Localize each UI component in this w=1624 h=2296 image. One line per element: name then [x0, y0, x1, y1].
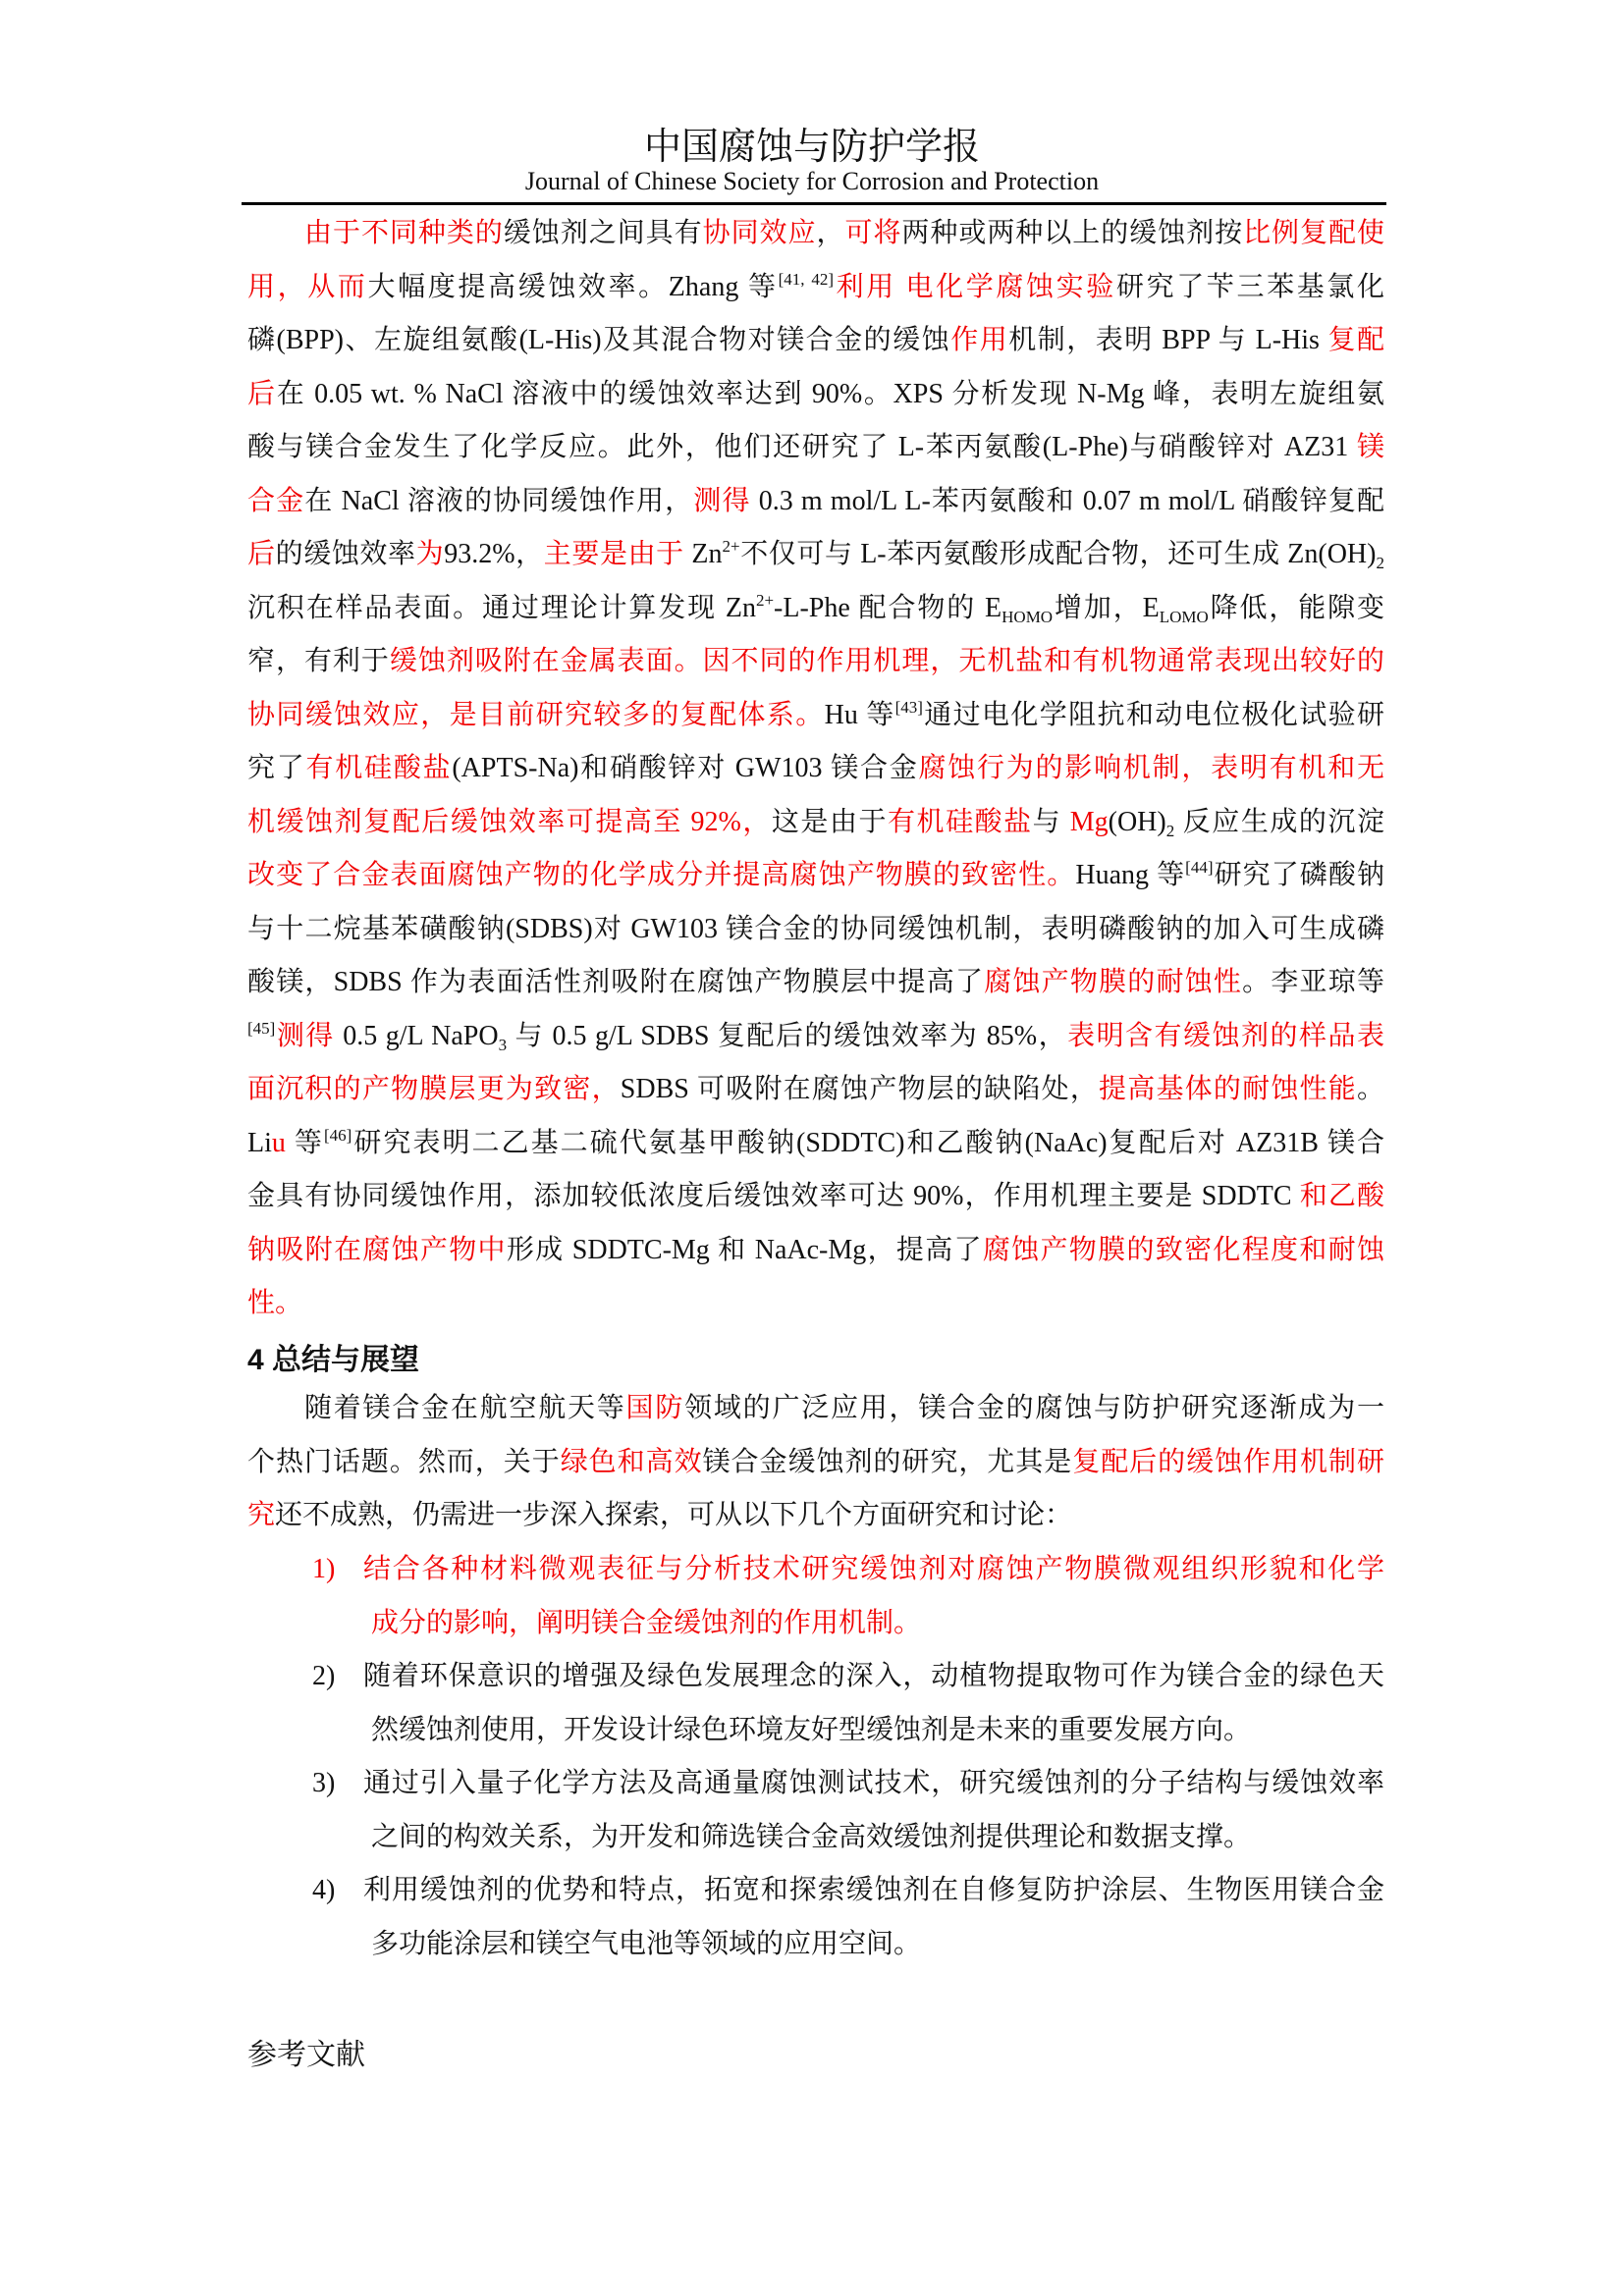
- text-line: [247, 421, 1384, 475]
- references-heading: 参考文献: [247, 2039, 365, 2071]
- superscript: 2+: [755, 590, 775, 610]
- list-text-line: 随着环保意识的增强及绿色发展理念的深入，动植物提取物可作为镁合金的绿色天: [363, 1661, 1384, 1691]
- list-number: 4): [312, 1875, 336, 1905]
- superscript: 2+: [722, 537, 740, 556]
- text-segment: 镁合金缓蚀剂的研究，尤其是: [702, 1446, 1073, 1477]
- highlighted-text: 腐蚀产物膜的致密化程度和耐蚀: [982, 1234, 1384, 1265]
- text-segment: 不仅可与 L-苯丙氨酸形成配合物，还可生成 Zn(OH): [739, 539, 1377, 569]
- superscript: [43]: [894, 697, 923, 717]
- text-segment: 形成 SDDTC-Mg 和 NaAc-Mg，提高了: [506, 1234, 983, 1265]
- highlighted-text: 缓蚀剂吸附在金属表面。因不同的作用机理，无机盐和有机物通常表现出较好的: [389, 646, 1384, 676]
- highlighted-text: 改变了合金表面腐蚀产物的化学成分并提高腐蚀产物膜的致密性。: [247, 860, 1076, 890]
- highlighted-text: 国防: [625, 1393, 685, 1423]
- list-text-line: 通过引入量子化学方法及高通量腐蚀测试技术，研究缓蚀剂的分子结构与缓蚀效率: [363, 1768, 1384, 1798]
- highlighted-text: 为: [415, 539, 445, 569]
- text-line: [247, 1170, 1384, 1224]
- text-line: [247, 368, 1384, 422]
- text-line: [247, 582, 1384, 636]
- highlighted-text: 协同缓蚀效应，是目前研究较多的复配体系。: [247, 699, 825, 730]
- highlighted-text: 测得: [275, 1020, 335, 1051]
- highlighted-text: 协同效应: [702, 218, 817, 248]
- highlighted-text: 面沉积的产物膜层更为致密，: [247, 1074, 621, 1104]
- subscript: 2: [1165, 821, 1175, 840]
- text-line: [247, 261, 1384, 315]
- highlighted-text: 性。: [247, 1288, 303, 1318]
- text-segment: 研究了磷酸钠: [1213, 860, 1384, 890]
- highlighted-text: 腐蚀产物膜的耐蚀性: [984, 967, 1243, 997]
- highlighted-text: 测得: [693, 485, 751, 516]
- journal-subtitle: Journal of Chinese Society for Corrosion and Protection: [524, 167, 1100, 195]
- highlighted-text: 究: [247, 1500, 276, 1530]
- list-number: 1): [312, 1554, 336, 1584]
- text-segment: 窄，有利于: [247, 646, 390, 676]
- superscript: [41, 42]: [778, 269, 835, 289]
- text-segment: 酸与镁合金发生了化学反应。此外，他们还研究了 L-苯丙氨酸(L-Phe)与硝酸锌对 AZ31: [247, 432, 1357, 462]
- highlighted-text: 腐蚀行为的影响机制，表明有机和无: [918, 753, 1384, 783]
- subscript: LOMO: [1159, 607, 1209, 626]
- text-segment: 93.2%，: [444, 539, 544, 569]
- text-segment: 。: [1356, 1074, 1384, 1104]
- text-segment: 与: [1032, 806, 1070, 837]
- header-rule: [242, 202, 1386, 205]
- text-segment: 随着镁合金在航空航天等: [304, 1393, 626, 1423]
- text-segment: Zn: [683, 539, 723, 569]
- text-segment: 磷(BPP)、左旋组氨酸(L-His)及其混合物对镁合金的缓蚀: [247, 325, 951, 355]
- text-line: [247, 1489, 1384, 1543]
- text-segment: 还不成熟，仍需进一步深入探索，可从以下几个方面研究和讨论：: [275, 1500, 1073, 1530]
- text-segment: (OH): [1108, 806, 1166, 837]
- list-text-line: 之间的构效关系，为开发和筛选镁合金高效缓蚀剂提供理论和数据支撑。: [371, 1821, 1252, 1852]
- list-text-line: 多功能涂层和镁空气电池等领域的应用空间。: [371, 1928, 922, 1959]
- text-segment: -L-Phe 配合物的 E: [774, 592, 1002, 623]
- highlighted-text: 利用 电化学腐蚀实验: [834, 271, 1116, 302]
- list-text-line: 结合各种材料微观表征与分析技术研究缓蚀剂对腐蚀产物膜微观组织形貌和化学: [363, 1554, 1384, 1584]
- text-segment: 反应生成的沉淀: [1174, 806, 1384, 837]
- highlighted-text: 用，从而: [247, 271, 368, 302]
- text-segment: 沉积在样品表面。通过理论计算发现 Zn: [247, 592, 756, 623]
- text-segment: 研究表明二乙基二硫代氨基甲酸钠(SDDTC)和乙酸钠(NaAc)复配后对 AZ31B 镁合: [352, 1127, 1384, 1158]
- text-line: [247, 689, 1384, 743]
- highlighted-text: 复配: [1327, 325, 1384, 355]
- text-segment: 0.5 g/L NaPO: [334, 1020, 499, 1051]
- text-line: [247, 314, 1384, 368]
- text-segment: 缓蚀剂之间具有: [503, 218, 703, 248]
- subscript: HOMO: [1001, 607, 1054, 626]
- subscript: 2: [1376, 554, 1384, 572]
- highlighted-text: 作用: [950, 325, 1009, 355]
- paragraph-conclusion: [247, 1382, 1384, 1543]
- text-segment: 与十二烷基苯磺酸钠(SDBS)对 GW103 镁合金的协同缓蚀机制，表明磷酸钠的加入可生成磷: [247, 913, 1384, 944]
- text-segment: 两种或两种以上的缓蚀剂按: [901, 218, 1244, 248]
- list-text-line: 然缓蚀剂使用，开发设计绿色环境友好型缓蚀剂是未来的重要发展方向。: [371, 1714, 1252, 1745]
- text-segment: 机制，表明 BPP 与 L-His: [1008, 325, 1328, 355]
- text-segment: 0.3 m mol/L L-苯丙氨酸和 0.07 m mol/L 硝酸锌复配: [750, 485, 1384, 516]
- text-line: [247, 742, 1384, 796]
- subscript: 3: [498, 1035, 508, 1054]
- highlighted-text: 表明含有缓蚀剂的样品表: [1067, 1020, 1384, 1051]
- superscript: [44]: [1185, 858, 1214, 877]
- list-number: 3): [312, 1768, 336, 1798]
- text-segment: Li: [247, 1127, 272, 1158]
- text-segment: 与 0.5 g/L SDBS 复配后的缓蚀效率为 85%，: [507, 1020, 1068, 1051]
- text-line: [247, 1063, 1384, 1117]
- list-text-line: 利用缓蚀剂的优势和特点，拓宽和探索缓蚀剂在自修复防护涂层、生物医用镁合金: [363, 1875, 1384, 1905]
- highlighted-text: 合金: [247, 485, 305, 516]
- text-line: [247, 475, 1384, 529]
- text-segment: 在 0.05 wt. % NaCl 溶液中的缓蚀效率达到 90%。XPS 分析发现 N-Mg 峰，表明左旋组氨: [276, 378, 1384, 409]
- text-segment: 。李亚琼等: [1242, 967, 1384, 997]
- text-line: [247, 528, 1384, 582]
- text-line: [247, 1010, 1384, 1064]
- highlighted-text: 钠吸附在腐蚀产物中: [247, 1234, 507, 1265]
- highlighted-text: 后: [247, 539, 276, 569]
- text-line: [247, 1382, 1384, 1436]
- text-segment: 通过电化学阻抗和动电位极化试验研: [922, 699, 1384, 730]
- text-segment: 究了: [247, 753, 306, 783]
- highlighted-text: 复配后的缓蚀作用机制研: [1072, 1446, 1384, 1477]
- highlighted-text: 有机硅酸盐: [305, 753, 453, 783]
- list-number: 2): [312, 1661, 336, 1691]
- paragraph-synergy: [247, 207, 1384, 1331]
- text-segment: Hu 等: [824, 699, 895, 730]
- text-segment: 的缓蚀效率: [275, 539, 416, 569]
- superscript: [46]: [323, 1125, 352, 1145]
- highlighted-text: 主要是由于: [543, 539, 684, 569]
- highlighted-text: 机缓蚀剂复配后缓蚀效率可提高至 92%，: [247, 806, 772, 837]
- text-segment: 降低，能隙变: [1208, 592, 1385, 623]
- highlighted-text: 可将: [844, 218, 902, 248]
- highlighted-text: 和乙酸: [1299, 1181, 1384, 1211]
- text-line: [247, 849, 1384, 903]
- text-segment: 大幅度提高缓蚀效率。Zhang 等: [367, 271, 779, 302]
- highlighted-text: 有机硅酸盐: [888, 806, 1033, 837]
- highlighted-text: 由于不同种类的: [304, 218, 504, 248]
- highlighted-text: 提高基体的耐蚀性能: [1099, 1074, 1357, 1104]
- journal-title: 中国腐蚀与防护学报: [643, 127, 980, 168]
- text-segment: 酸镁，SDBS 作为表面活性剂吸附在腐蚀产物膜层中提高了: [247, 967, 985, 997]
- text-segment: Huang 等: [1075, 860, 1186, 890]
- highlighted-text: u: [271, 1127, 286, 1158]
- superscript: [45]: [247, 1018, 276, 1038]
- text-line: [247, 1117, 1384, 1171]
- text-line: [247, 1224, 1384, 1278]
- text-segment: 在 NaCl 溶液的协同缓蚀作用，: [304, 485, 694, 516]
- highlighted-text: 比例复配使: [1243, 218, 1384, 248]
- section-heading-conclusion: 4 总结与展望: [247, 1344, 420, 1376]
- text-line: [247, 903, 1384, 957]
- highlighted-text: Mg: [1069, 806, 1109, 837]
- text-segment: SDBS 可吸附在腐蚀产物层的缺陷处，: [620, 1074, 1100, 1104]
- highlighted-text: 镁: [1356, 432, 1384, 462]
- text-segment: 个热门话题。然而，关于: [247, 1446, 561, 1477]
- text-line: [247, 956, 1384, 1010]
- text-segment: 这是由于: [771, 806, 889, 837]
- text-line: [247, 1436, 1384, 1490]
- text-line: [247, 796, 1384, 850]
- text-segment: 等: [285, 1127, 324, 1158]
- text-segment: ，: [816, 218, 845, 248]
- text-segment: (APTS-Na)和硝酸锌对 GW103 镁合金: [452, 753, 919, 783]
- highlighted-text: 绿色和高效: [560, 1446, 703, 1477]
- text-line: [247, 1277, 1384, 1331]
- text-segment: 增加，E: [1053, 592, 1160, 623]
- text-segment: 领域的广泛应用，镁合金的腐蚀与防护研究逐渐成为一: [684, 1393, 1384, 1423]
- list-text-line: 成分的影响，阐明镁合金缓蚀剂的作用机制。: [371, 1607, 922, 1638]
- highlighted-text: 后: [247, 378, 277, 409]
- text-line: [247, 635, 1384, 689]
- text-line: [247, 207, 1384, 261]
- text-segment: 金具有协同缓蚀作用，添加较低浓度后缓蚀效率可达 90%，作用机理主要是 SDDTC: [247, 1181, 1300, 1211]
- text-segment: 研究了苄三苯基氯化: [1115, 271, 1384, 302]
